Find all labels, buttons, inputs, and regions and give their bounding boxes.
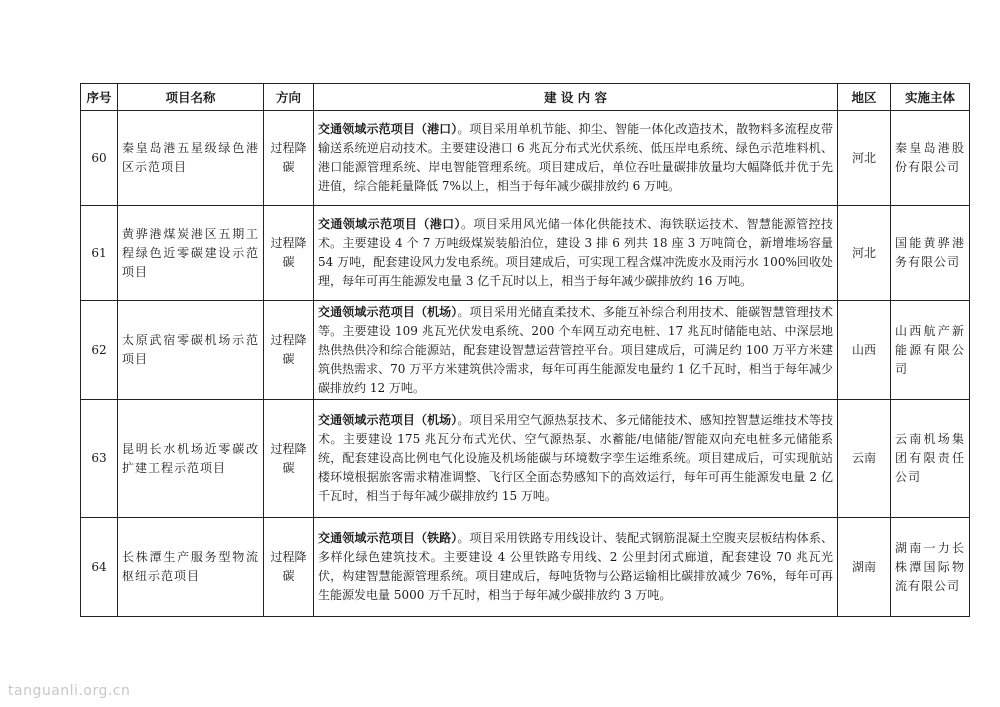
row-project-name: 秦皇岛港五星级绿色港区示范项目 (118, 111, 264, 206)
row-region: 河北 (838, 111, 891, 206)
header-region: 地区 (838, 84, 891, 111)
row-content-title: 交通领域示范项目（港口） (318, 217, 461, 231)
row-region: 云南 (838, 400, 891, 518)
header-content: 建 设 内 容 (314, 84, 838, 111)
row-content-title: 交通领域示范项目（机场） (318, 413, 458, 427)
row-index: 62 (81, 301, 118, 400)
row-index: 61 (81, 206, 118, 301)
row-region: 河北 (838, 206, 891, 301)
row-owner: 云南机场集团有限责任公司 (891, 400, 970, 518)
row-index: 64 (81, 518, 118, 617)
row-owner: 秦皇岛港股份有限公司 (891, 111, 970, 206)
row-owner: 湖南一力长株潭国际物流有限公司 (891, 518, 970, 617)
row-content-title: 交通领域示范项目（机场） (318, 304, 458, 319)
row-region: 山西 (838, 301, 891, 400)
row-owner: 山西航产新能源有限公司 (891, 301, 970, 400)
row-content (314, 206, 838, 301)
row-content (314, 518, 838, 617)
row-project-name: 昆明长水机场近零碳改扩建工程示范项目 (118, 400, 264, 518)
row-index: 60 (81, 111, 118, 206)
row-content-body: 。项目采用风光储一体化供能技术、海铁联运技术、智慧能源管控技术。主要建设 4 个 7 万吨级煤炭装船泊位，建设 3 排 6 列共 18 座 3 万吨筒仓，新增堆场容量 54 万吨，配套建设风力发电系统。项目建成后，可实现工程含煤冲洗废水及雨污水 100%回收处理，每年可再生能源发电量 3 亿千瓦时以上，相当于每年减少碳排放约 16 万吨。 (318, 217, 833, 288)
row-direction: 过程降碳 (264, 111, 314, 206)
row-content (314, 301, 838, 400)
header-index: 序号 (81, 84, 118, 111)
row-content-body: 。项目采用单机节能、抑尘、智能一体化改造技术，散物料多流程皮带输送系统逆启动技术。主要建设港口 6 兆瓦分布式光伏系统、低压岸电系统、绿色示范堆料机、港口能源管理系统、岸电智能管理系统。项目建成后，单位吞吐量碳排放量均大幅降低并优于先进值，综合能耗量降低 7%以上，相当于每年减少碳排放约 6 万吨。 (318, 122, 833, 193)
table-header-row (81, 84, 970, 111)
row-content-body: 。项目采用空气源热泵技术、多元储能技术、感知控智慧运维技术等技术。主要建设 175 兆瓦分布式光伏、空气源热泵、水蓄能/电储能/智能双向充电桩多元储能系统，配套建设高比例电气化设施及机场能碳与环境数字孪生运维系统。项目建成后，可实现航站楼环境根据旅客需求精准调整、飞行区全面态势感知下的高效运行，每年可再生能源发电量 2 亿千瓦时，相当于每年减少碳排放约 15 万吨。 (318, 413, 833, 503)
table-row (81, 206, 970, 301)
row-direction: 过程降碳 (264, 301, 314, 400)
row-content (314, 111, 838, 206)
table-row (81, 400, 970, 518)
site-watermark: tanguanli.org.cn (8, 683, 131, 699)
projects-table (80, 83, 970, 617)
row-project-name: 太原武宿零碳机场示范项目 (118, 301, 264, 400)
row-direction: 过程降碳 (264, 206, 314, 301)
row-owner: 国能黄骅港务有限公司 (891, 206, 970, 301)
row-direction: 过程降碳 (264, 400, 314, 518)
header-name: 项目名称 (118, 84, 264, 111)
row-content-body: 。项目采用光储直柔技术、多能互补综合利用技术、能碳智慧管理技术等。主要建设 109 兆瓦光伏发电系统、200 个车网互动充电桩、17 兆瓦时储能电站、中深层地热供热供冷和综合能源站，配套建设智慧运营管控平台。项目建成后，可满足约 100 万平方米建筑供热需求、70 万平方米建筑供冷需求，每年可再生能源发电量约 1 亿千瓦时，相当于每年减少碳排放约 12 万吨。 (318, 304, 833, 395)
table-row (81, 111, 970, 206)
row-content-title: 交通领域示范项目（港口） (318, 122, 458, 136)
row-index: 63 (81, 400, 118, 518)
row-content-title: 交通领域示范项目（铁路） (318, 531, 458, 545)
table-row (81, 518, 970, 617)
header-direction: 方向 (264, 84, 314, 111)
header-owner: 实施主体 (891, 84, 970, 111)
row-project-name: 黄骅港煤炭港区五期工程绿色近零碳建设示范项目 (118, 206, 264, 301)
row-content-body: 。项目采用铁路专用线设计、装配式钢筋混凝土空腹夹层板结构体系、多样化绿色建筑技术。主要建设 4 公里铁路专用线、2 公里封闭式廊道，配套建设 70 兆瓦光伏，构建智慧能源管理系统。项目建成后，每吨货物与公路运输相比碳排放减少 76%，每年可再生能源发电量 5000 万千瓦时，相当于每年减少碳排放约 3 万吨。 (318, 531, 833, 602)
table-row (81, 301, 970, 400)
row-direction: 过程降碳 (264, 518, 314, 617)
row-region: 湖南 (838, 518, 891, 617)
row-content (314, 400, 838, 518)
row-project-name: 长株潭生产服务型物流枢纽示范项目 (118, 518, 264, 617)
